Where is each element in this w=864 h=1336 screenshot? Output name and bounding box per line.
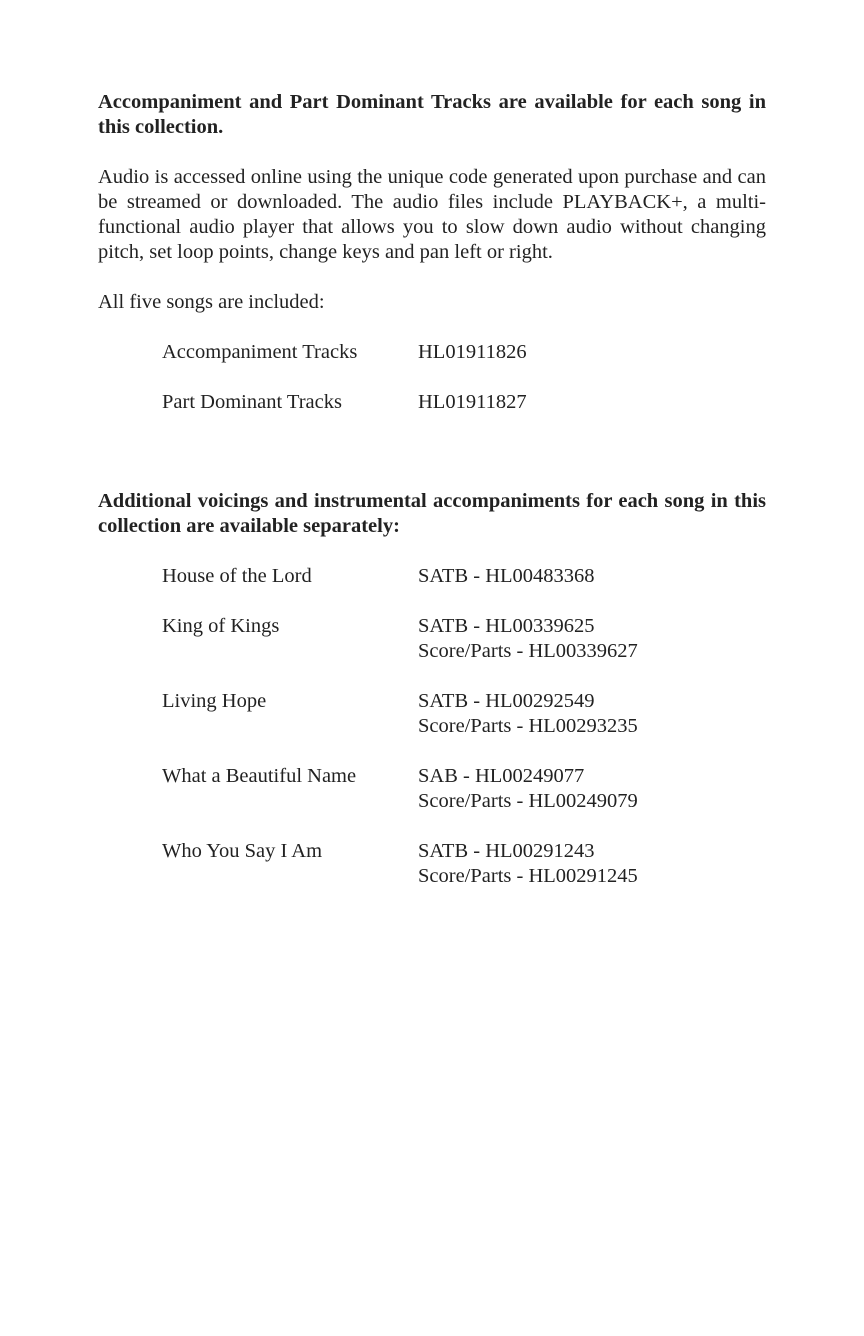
product-code: SATB - HL00339625 — [418, 615, 595, 637]
track-row — [162, 340, 766, 365]
song-row — [162, 839, 766, 889]
song-title: Who You Say I Am — [162, 840, 323, 862]
track-code: HL01911827 — [418, 391, 527, 413]
song-title: King of Kings — [162, 615, 280, 637]
song-title: Living Hope — [162, 690, 267, 712]
product-code: Score/Parts - HL00291245 — [418, 865, 638, 887]
product-code: Score/Parts - HL00249079 — [418, 790, 638, 812]
product-code: SATB - HL00291243 — [418, 840, 595, 862]
voicings-heading: Additional voicings and instrumental accompaniments for each song in this collection are available separately: — [98, 490, 766, 537]
song-title: What a Beautiful Name — [162, 765, 357, 787]
document-page — [98, 90, 766, 889]
product-code: Score/Parts - HL00293235 — [418, 715, 638, 737]
track-label: Part Dominant Tracks — [162, 391, 342, 413]
track-code: HL01911826 — [418, 341, 527, 363]
song-row — [162, 614, 766, 664]
product-code: Score/Parts - HL00339627 — [418, 640, 638, 662]
song-row — [162, 689, 766, 739]
song-row — [162, 764, 766, 814]
audio-description: Audio is accessed online using the unique code generated upon purchase and can be streamed or downloaded. The audio files include PLAYBACK+, a multi-functional audio player that allows you to slow down audio without changing pitch, set loop points, change keys and pan left or right. — [98, 166, 766, 263]
song-codes — [418, 564, 766, 589]
song-codes — [418, 839, 766, 889]
song-codes — [418, 614, 766, 664]
songs-included-intro: All five songs are included: — [98, 291, 325, 313]
track-label: Accompaniment Tracks — [162, 341, 358, 363]
product-code: SATB - HL00483368 — [418, 565, 595, 587]
voicing-list — [98, 564, 766, 889]
product-code: SATB - HL00292549 — [418, 690, 595, 712]
audio-heading: Accompaniment and Part Dominant Tracks are available for each song in this collection. — [98, 91, 766, 138]
track-list — [98, 340, 766, 415]
song-row — [162, 564, 766, 589]
product-code: SAB - HL00249077 — [418, 765, 585, 787]
song-codes — [418, 689, 766, 739]
track-row — [162, 390, 766, 415]
song-title: House of the Lord — [162, 565, 312, 587]
song-codes — [418, 764, 766, 814]
